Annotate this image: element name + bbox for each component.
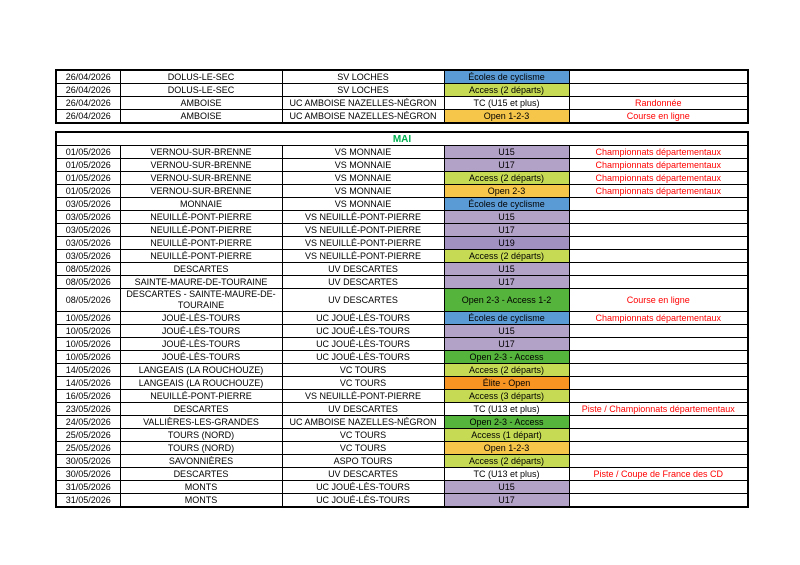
date-cell: 14/05/2026: [56, 364, 120, 377]
note-cell: [569, 211, 748, 224]
cat-cell: Access (2 départs): [444, 84, 569, 97]
date-cell: 31/05/2026: [56, 481, 120, 494]
table-row: [56, 312, 748, 325]
club-cell: UC AMBOISE NAZELLES-NÉGRON: [282, 416, 444, 429]
club-cell: VC TOURS: [282, 377, 444, 390]
date-cell: 25/05/2026: [56, 442, 120, 455]
cat-cell: U15: [444, 325, 569, 338]
date-cell: 08/05/2026: [56, 263, 120, 276]
date-cell: 08/05/2026: [56, 289, 120, 312]
club-cell: UC JOUÉ-LÈS-TOURS: [282, 351, 444, 364]
loc-cell: DESCARTES - SAINTE-MAURE-DE-TOURAINE: [120, 289, 282, 312]
cat-cell: U15: [444, 146, 569, 159]
table-row: [56, 84, 748, 97]
loc-cell: SAINTE-MAURE-DE-TOURAINE: [120, 276, 282, 289]
date-cell: 30/05/2026: [56, 468, 120, 481]
note-cell: [569, 276, 748, 289]
loc-cell: DESCARTES: [120, 403, 282, 416]
cat-cell: Écoles de cyclisme: [444, 312, 569, 325]
table-row: [56, 224, 748, 237]
table-row: [56, 146, 748, 159]
club-cell: UV DESCARTES: [282, 276, 444, 289]
table-row: [56, 185, 748, 198]
loc-cell: MONNAIE: [120, 198, 282, 211]
club-cell: UC JOUÉ-LÈS-TOURS: [282, 325, 444, 338]
note-cell: [569, 263, 748, 276]
table-row: [56, 494, 748, 508]
note-cell: [569, 390, 748, 403]
table-row: [56, 442, 748, 455]
loc-cell: MONTS: [120, 494, 282, 508]
table-row: [56, 198, 748, 211]
table-row: [56, 276, 748, 289]
club-cell: UC JOUÉ-LÈS-TOURS: [282, 481, 444, 494]
club-cell: UV DESCARTES: [282, 468, 444, 481]
cat-cell: Élite - Open: [444, 377, 569, 390]
cat-cell: Access (1 départ): [444, 429, 569, 442]
table-row: [56, 172, 748, 185]
date-cell: 10/05/2026: [56, 351, 120, 364]
loc-cell: VERNOU-SUR-BRENNE: [120, 185, 282, 198]
club-cell: VS MONNAIE: [282, 172, 444, 185]
note-cell: [569, 442, 748, 455]
cat-cell: Open 1-2-3: [444, 442, 569, 455]
loc-cell: AMBOISE: [120, 110, 282, 124]
cat-cell: Écoles de cyclisme: [444, 70, 569, 84]
note-cell: Piste / Coupe de France des CD: [569, 468, 748, 481]
date-cell: 25/05/2026: [56, 429, 120, 442]
cat-cell: Access (2 départs): [444, 172, 569, 185]
cat-cell: Écoles de cyclisme: [444, 198, 569, 211]
date-cell: 26/04/2026: [56, 97, 120, 110]
loc-cell: NEUILLÉ-PONT-PIERRE: [120, 237, 282, 250]
loc-cell: AMBOISE: [120, 97, 282, 110]
loc-cell: VERNOU-SUR-BRENNE: [120, 159, 282, 172]
note-cell: [569, 224, 748, 237]
cat-cell: Access (2 départs): [444, 455, 569, 468]
note-cell: [569, 416, 748, 429]
date-cell: 03/05/2026: [56, 211, 120, 224]
loc-cell: NEUILLÉ-PONT-PIERRE: [120, 224, 282, 237]
april-race-table: [55, 69, 749, 124]
club-cell: SV LOCHES: [282, 70, 444, 84]
cat-cell: U15: [444, 263, 569, 276]
club-cell: VS MONNAIE: [282, 159, 444, 172]
club-cell: VC TOURS: [282, 442, 444, 455]
loc-cell: JOUÉ-LÈS-TOURS: [120, 351, 282, 364]
note-cell: Championnats départementaux: [569, 172, 748, 185]
club-cell: VS MONNAIE: [282, 146, 444, 159]
loc-cell: JOUÉ-LÈS-TOURS: [120, 325, 282, 338]
date-cell: 01/05/2026: [56, 185, 120, 198]
date-cell: 23/05/2026: [56, 403, 120, 416]
loc-cell: DOLUS-LE-SEC: [120, 84, 282, 97]
cat-cell: U15: [444, 211, 569, 224]
table-row: [56, 377, 748, 390]
club-cell: VS NEUILLÉ-PONT-PIERRE: [282, 390, 444, 403]
table-row: [56, 237, 748, 250]
date-cell: 01/05/2026: [56, 159, 120, 172]
loc-cell: DESCARTES: [120, 468, 282, 481]
club-cell: VC TOURS: [282, 364, 444, 377]
date-cell: 03/05/2026: [56, 198, 120, 211]
loc-cell: TOURS (NORD): [120, 442, 282, 455]
loc-cell: LANGEAIS (LA ROUCHOUZE): [120, 377, 282, 390]
table-row: [56, 455, 748, 468]
note-cell: Championnats départementaux: [569, 185, 748, 198]
club-cell: VS MONNAIE: [282, 185, 444, 198]
club-cell: ASPO TOURS: [282, 455, 444, 468]
note-cell: [569, 237, 748, 250]
cat-cell: TC (U13 et plus): [444, 468, 569, 481]
club-cell: VS NEUILLÉ-PONT-PIERRE: [282, 237, 444, 250]
date-cell: 31/05/2026: [56, 494, 120, 508]
club-cell: UC AMBOISE NAZELLES-NÉGRON: [282, 97, 444, 110]
note-cell: Championnats départementaux: [569, 312, 748, 325]
note-cell: Course en ligne: [569, 289, 748, 312]
note-cell: [569, 351, 748, 364]
cat-cell: U15: [444, 481, 569, 494]
loc-cell: MONTS: [120, 481, 282, 494]
date-cell: 10/05/2026: [56, 338, 120, 351]
note-cell: Piste / Championnats départementaux: [569, 403, 748, 416]
loc-cell: NEUILLÉ-PONT-PIERRE: [120, 211, 282, 224]
club-cell: UV DESCARTES: [282, 289, 444, 312]
note-cell: Championnats départementaux: [569, 146, 748, 159]
cat-cell: Open 2-3: [444, 185, 569, 198]
table-row: [56, 325, 748, 338]
note-cell: [569, 481, 748, 494]
cat-cell: U17: [444, 276, 569, 289]
club-cell: UC JOUÉ-LÈS-TOURS: [282, 312, 444, 325]
loc-cell: VERNOU-SUR-BRENNE: [120, 172, 282, 185]
date-cell: 26/04/2026: [56, 110, 120, 124]
month-header: MAI: [56, 132, 748, 146]
date-cell: 26/04/2026: [56, 70, 120, 84]
cat-cell: Access (3 départs): [444, 390, 569, 403]
note-cell: [569, 70, 748, 84]
date-cell: 03/05/2026: [56, 224, 120, 237]
table-row: [56, 263, 748, 276]
cat-cell: TC (U13 et plus): [444, 403, 569, 416]
loc-cell: VALLIÈRES-LES-GRANDES: [120, 416, 282, 429]
table-row: [56, 416, 748, 429]
table-row: [56, 351, 748, 364]
cat-cell: Access (2 départs): [444, 250, 569, 263]
note-cell: [569, 250, 748, 263]
note-cell: [569, 325, 748, 338]
table-row: [56, 481, 748, 494]
table-row: [56, 97, 748, 110]
table-row: [56, 289, 748, 312]
cat-cell: U17: [444, 494, 569, 508]
club-cell: UC AMBOISE NAZELLES-NÉGRON: [282, 110, 444, 124]
note-cell: [569, 84, 748, 97]
date-cell: 24/05/2026: [56, 416, 120, 429]
loc-cell: DESCARTES: [120, 263, 282, 276]
loc-cell: DOLUS-LE-SEC: [120, 70, 282, 84]
note-cell: [569, 377, 748, 390]
table-row: [56, 70, 748, 84]
date-cell: 30/05/2026: [56, 455, 120, 468]
cat-cell: U17: [444, 338, 569, 351]
date-cell: 10/05/2026: [56, 312, 120, 325]
cat-cell: Open 2-3 - Access: [444, 416, 569, 429]
table-row: [56, 429, 748, 442]
month-header-row: [56, 132, 748, 146]
date-cell: 14/05/2026: [56, 377, 120, 390]
table-row: [56, 159, 748, 172]
loc-cell: NEUILLÉ-PONT-PIERRE: [120, 250, 282, 263]
note-cell: Championnats départementaux: [569, 159, 748, 172]
table-row: [56, 338, 748, 351]
table-row: [56, 364, 748, 377]
loc-cell: NEUILLÉ-PONT-PIERRE: [120, 390, 282, 403]
table-row: [56, 110, 748, 124]
date-cell: 26/04/2026: [56, 84, 120, 97]
table-row: [56, 390, 748, 403]
table-row: [56, 403, 748, 416]
cat-cell: Access (2 départs): [444, 364, 569, 377]
cat-cell: U17: [444, 224, 569, 237]
date-cell: 08/05/2026: [56, 276, 120, 289]
date-cell: 03/05/2026: [56, 250, 120, 263]
note-cell: Randonnée: [569, 97, 748, 110]
cat-cell: U19: [444, 237, 569, 250]
note-cell: [569, 198, 748, 211]
club-cell: VS NEUILLÉ-PONT-PIERRE: [282, 224, 444, 237]
note-cell: [569, 338, 748, 351]
date-cell: 01/05/2026: [56, 172, 120, 185]
cat-cell: U17: [444, 159, 569, 172]
note-cell: [569, 494, 748, 508]
note-cell: [569, 429, 748, 442]
club-cell: VS NEUILLÉ-PONT-PIERRE: [282, 250, 444, 263]
table-row: [56, 468, 748, 481]
loc-cell: SAVONNIÈRES: [120, 455, 282, 468]
cat-cell: Open 1-2-3: [444, 110, 569, 124]
club-cell: VS MONNAIE: [282, 198, 444, 211]
table-row: [56, 250, 748, 263]
club-cell: SV LOCHES: [282, 84, 444, 97]
note-cell: [569, 364, 748, 377]
club-cell: UV DESCARTES: [282, 263, 444, 276]
note-cell: [569, 455, 748, 468]
club-cell: UC JOUÉ-LÈS-TOURS: [282, 338, 444, 351]
table-row: [56, 211, 748, 224]
club-cell: UC JOUÉ-LÈS-TOURS: [282, 494, 444, 508]
loc-cell: TOURS (NORD): [120, 429, 282, 442]
cat-cell: Open 2-3 - Access: [444, 351, 569, 364]
club-cell: VC TOURS: [282, 429, 444, 442]
club-cell: VS NEUILLÉ-PONT-PIERRE: [282, 211, 444, 224]
loc-cell: VERNOU-SUR-BRENNE: [120, 146, 282, 159]
loc-cell: LANGEAIS (LA ROUCHOUZE): [120, 364, 282, 377]
date-cell: 10/05/2026: [56, 325, 120, 338]
loc-cell: JOUÉ-LÈS-TOURS: [120, 338, 282, 351]
date-cell: 03/05/2026: [56, 237, 120, 250]
club-cell: UV DESCARTES: [282, 403, 444, 416]
loc-cell: JOUÉ-LÈS-TOURS: [120, 312, 282, 325]
may-race-table: [55, 131, 749, 508]
date-cell: 16/05/2026: [56, 390, 120, 403]
cat-cell: Open 2-3 - Access 1-2: [444, 289, 569, 312]
note-cell: Course en ligne: [569, 110, 748, 124]
date-cell: 01/05/2026: [56, 146, 120, 159]
cat-cell: TC (U15 et plus): [444, 97, 569, 110]
